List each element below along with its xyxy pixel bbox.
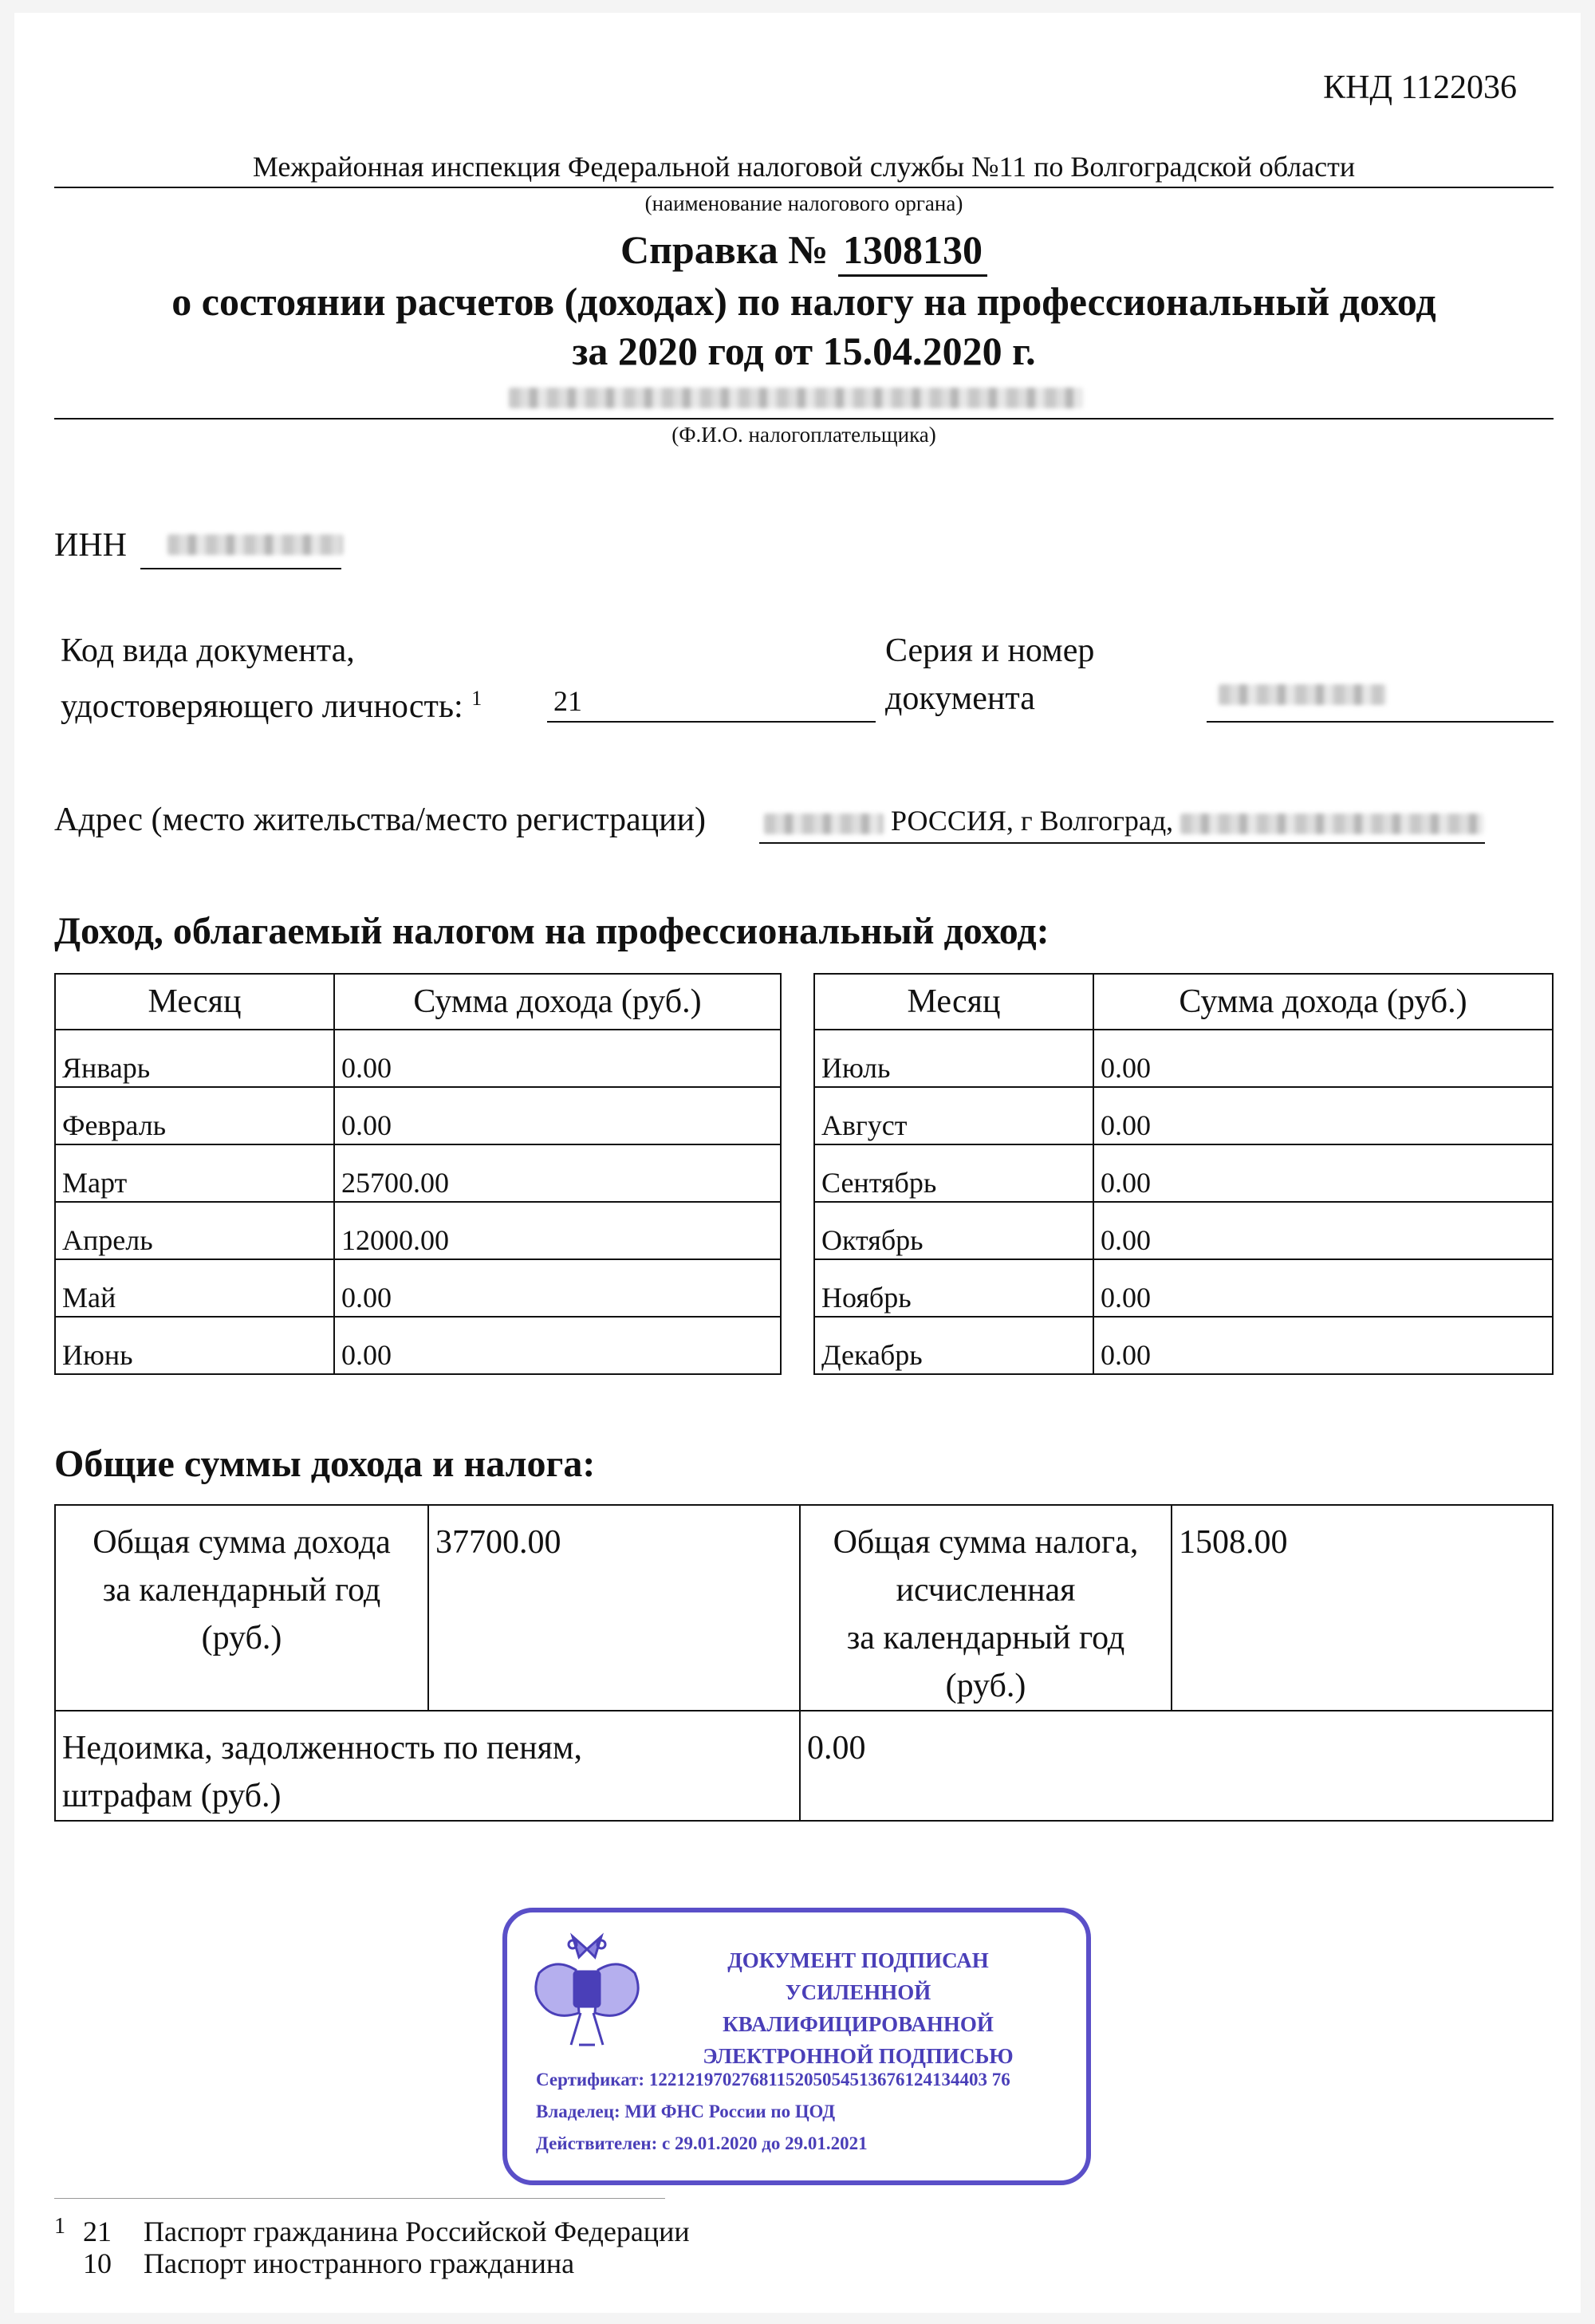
inn-label: ИНН bbox=[54, 527, 127, 564]
table-row: Май 0.00 bbox=[55, 1259, 781, 1317]
title-line-2: о состоянии расчетов (доходах) по налогу на профессиональный доход bbox=[171, 279, 1436, 324]
col-sum-header: Сумма дохода (руб.) bbox=[334, 974, 781, 1030]
table-row: Январь 0.00 bbox=[55, 1030, 781, 1087]
table-row: Июнь 0.00 bbox=[55, 1317, 781, 1374]
total-income-value: 37700.00 bbox=[428, 1505, 800, 1711]
address-visible-text: РОССИЯ, г Волгоград, bbox=[891, 805, 1174, 837]
address-value bbox=[764, 804, 1483, 837]
income-heading: Доход, облагаемый налогом на профессиональный доход: bbox=[54, 910, 1050, 952]
title-prefix: Справка № bbox=[620, 227, 839, 272]
certificate-number: 1308130 bbox=[838, 225, 987, 277]
doc-code-label: Код вида документа, удостоверяющего личность: $^1$ bbox=[61, 632, 482, 725]
col-month-header: Месяц bbox=[55, 974, 334, 1030]
total-tax-label: Общая сумма налога, исчисленная за календарный год (руб.) bbox=[800, 1505, 1172, 1711]
fio-redacted bbox=[509, 388, 1083, 408]
title-line-3: за 2020 год от 15.04.2020 г. bbox=[572, 329, 1036, 373]
col-month-header: Месяц bbox=[814, 974, 1093, 1030]
doc-series-label: Серия и номер документа bbox=[885, 632, 1095, 717]
arrears-label: Недоимка, задолженность по пеням, штрафам (руб.) bbox=[55, 1711, 800, 1821]
income-table-right bbox=[813, 973, 1554, 1375]
table-row: Апрель 12000.00 bbox=[55, 1202, 781, 1259]
stamp-details bbox=[536, 2064, 1010, 2160]
address-underline bbox=[759, 842, 1485, 844]
stamp-certificate: Сертификат: 1221219702768115205054513676124134403 76 bbox=[536, 2070, 1010, 2090]
table-row: Октябрь 0.00 bbox=[814, 1202, 1553, 1259]
footnote-mark: 1 bbox=[54, 2214, 65, 2239]
authority-underline bbox=[54, 187, 1554, 188]
table-row: Июль 0.00 bbox=[814, 1030, 1553, 1087]
income-table-left bbox=[54, 973, 782, 1375]
stamp-owner: Владелец: МИ ФНС России по ЦОД bbox=[536, 2101, 836, 2121]
document-page bbox=[14, 13, 1581, 2313]
inn-underline bbox=[140, 568, 341, 569]
total-tax-value: 1508.00 bbox=[1172, 1505, 1553, 1711]
arrears-value: 0.00 bbox=[800, 1711, 1553, 1821]
footnote-ref: 1 bbox=[471, 687, 482, 710]
table-row: Декабрь 0.00 bbox=[814, 1317, 1553, 1374]
fio-underline bbox=[54, 418, 1554, 420]
total-income-label: Общая сумма дохода за календарный год (руб.) bbox=[55, 1505, 428, 1711]
stamp-heading: ДОКУМЕНТ ПОДПИСАН УСИЛЕННОЙ КВАЛИФИЦИРОВАННОЙ ЭЛЕКТРОННОЙ ПОДПИСЬЮ bbox=[703, 1948, 1014, 2068]
footnote-divider bbox=[54, 2198, 665, 2199]
inn-redacted bbox=[167, 534, 343, 555]
doc-series-redacted bbox=[1219, 684, 1386, 705]
table-row: Февраль 0.00 bbox=[55, 1087, 781, 1144]
table-row: Ноябрь 0.00 bbox=[814, 1259, 1553, 1317]
col-sum-header: Сумма дохода (руб.) bbox=[1093, 974, 1553, 1030]
tax-authority-name: Межрайонная инспекция Федеральной налоговой службы №11 по Волгоградской области bbox=[252, 151, 1356, 183]
electronic-signature-stamp bbox=[502, 1908, 1091, 2185]
table-row: Август 0.00 bbox=[814, 1087, 1553, 1144]
totals-heading: Общие суммы дохода и налога: bbox=[54, 1443, 596, 1485]
authority-caption: (наименование налогового органа) bbox=[644, 191, 963, 215]
doc-code-value: 21 bbox=[553, 685, 582, 717]
table-row: Март 25700.00 bbox=[55, 1144, 781, 1202]
fio-caption: (Ф.И.О. налогоплательщика) bbox=[671, 423, 936, 447]
document-title bbox=[54, 225, 1554, 376]
table-row: Сентябрь 0.00 bbox=[814, 1144, 1553, 1202]
footnote-item: 21 Паспорт гражданина Российской Федерации bbox=[83, 2216, 690, 2247]
doc-series-underline bbox=[1207, 721, 1554, 723]
doc-code-underline bbox=[547, 721, 876, 723]
footnote-item: 10 Паспорт иностранного гражданина bbox=[83, 2247, 575, 2279]
totals-table bbox=[54, 1504, 1554, 1822]
knd-code: КНД 1122036 bbox=[1323, 69, 1517, 106]
stamp-validity: Действителен: с 29.01.2020 до 29.01.2021 bbox=[536, 2133, 868, 2153]
address-label: Адрес (место жительства/место регистрации) bbox=[54, 802, 707, 838]
coat-of-arms-icon bbox=[523, 1925, 651, 2061]
